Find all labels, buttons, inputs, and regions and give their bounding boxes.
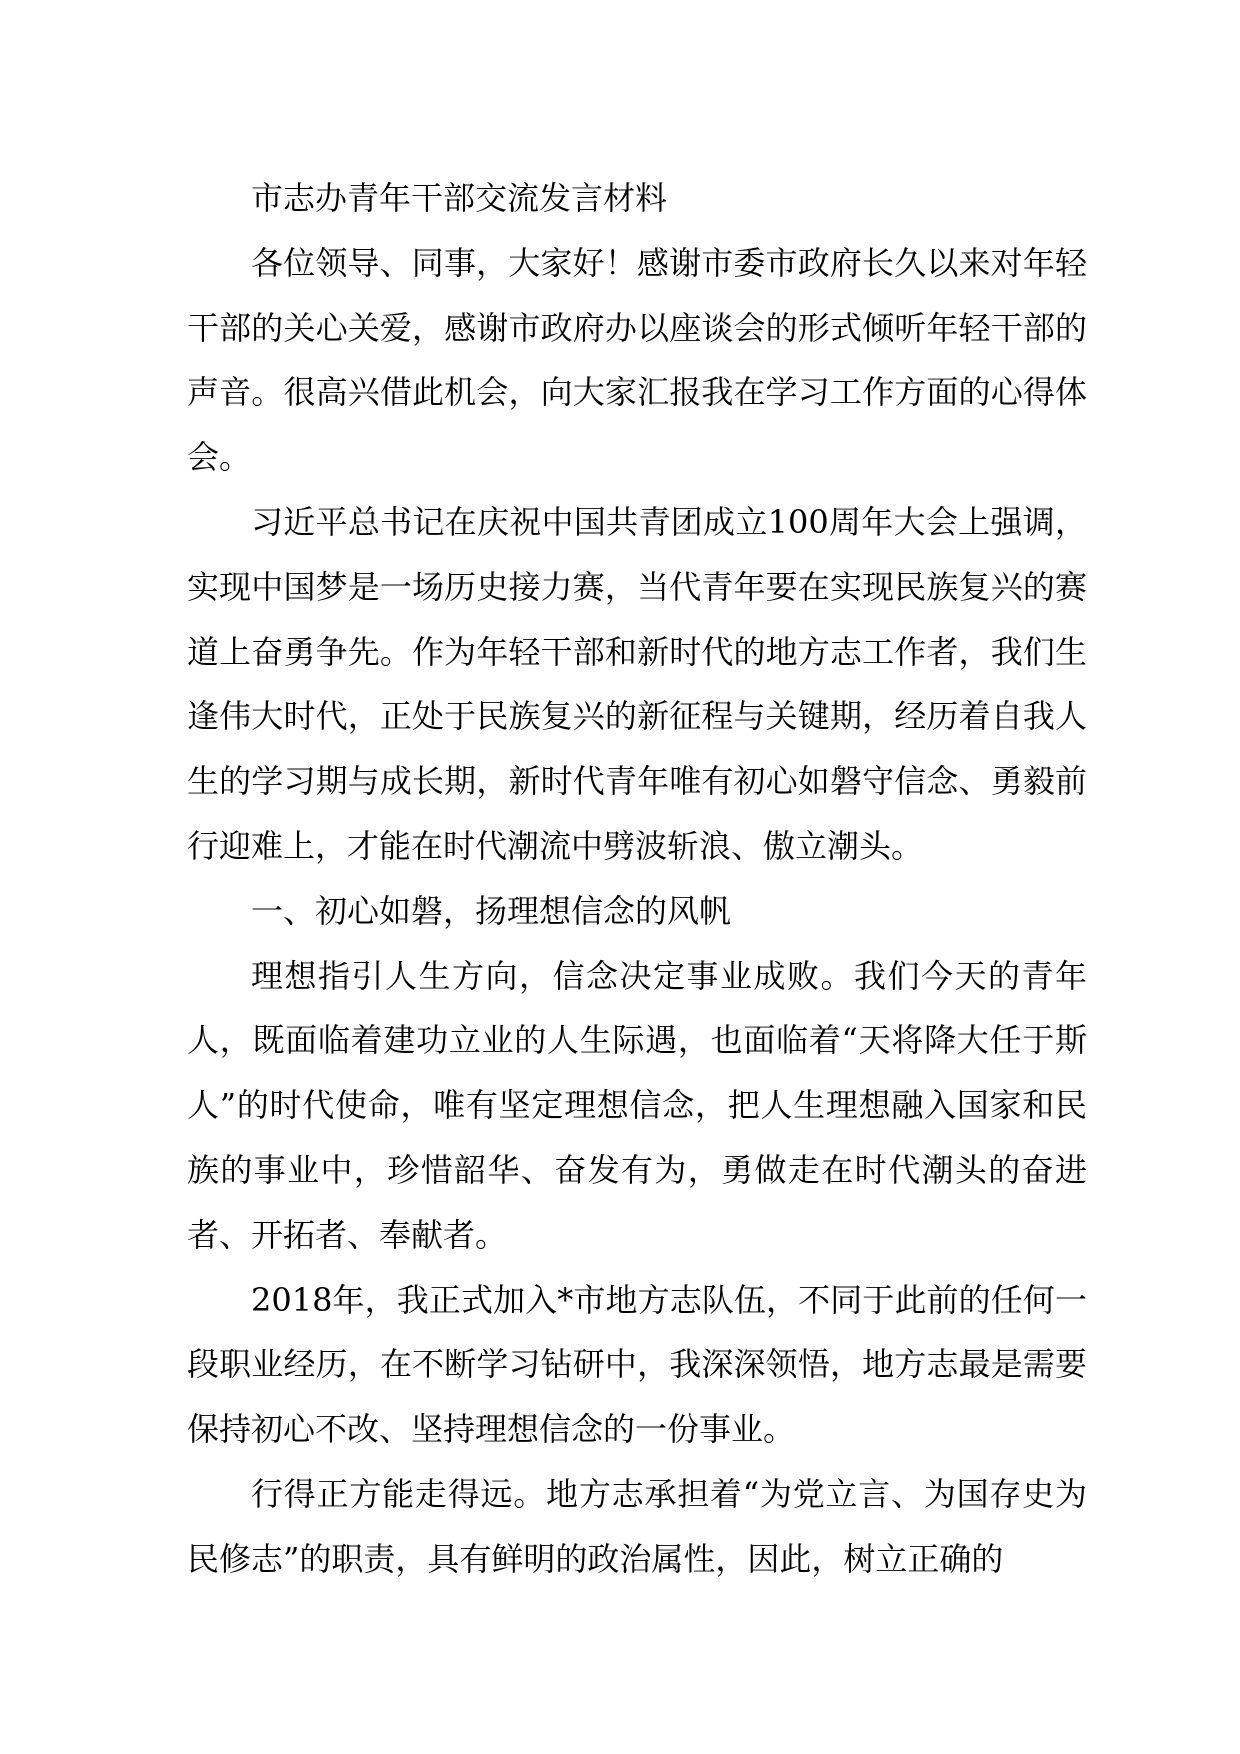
paragraph-quote: 习近平总书记在庆祝中国共青团成立100周年大会上强调，实现中国梦是一场历史接力赛，当代青年要在实现民族复兴的赛道上奋勇争先。作为年轻干部和新时代的地方志工作者，我们生逢伟大时代，正处于民族复兴的新征程与关键期，经历着自我人生的学习期与成长期，新时代青年唯有初心如磐守信念、勇毅前行迎难上，才能在时代潮流中劈波斩浪、傲立潮头。 — [187, 502, 1087, 865]
paragraph-ideals: 理想指引人生方向，信念决定事业成败。我们今天的青年人，既面临着建功立业的人生际遇，也面临着“天将降大任于斯人”的时代使命，唯有坚定理想信念，把人生理想融入国家和民族的事业中，珍惜韶华、奋发有为，勇做走在时代潮头的奋进者、开拓者、奉献者。 — [187, 956, 1087, 1254]
paragraph-2018: 2018年，我正式加入*市地方志队伍，不同于此前的任何一段职业经历，在不断学习钻研中，我深深领悟，地方志最是需要保持初心不改、坚持理想信念的一份事业。 — [187, 1280, 1087, 1449]
paragraph-conduct: 行得正方能走得远。地方志承担着“为党立言、为国存史为民修志”的职责，具有鲜明的政治属性，因此，树立正确的 — [187, 1474, 1087, 1578]
document-body — [187, 166, 1087, 1592]
section-heading-1: 一、初心如磐，扬理想信念的风帆 — [251, 891, 732, 930]
document-title: 市志办青年干部交流发言材料 — [251, 179, 668, 217]
paragraph-greeting: 各位领导、同事，大家好！感谢市委市政府长久以来对年轻干部的关心关爱，感谢市政府办以座谈会的形式倾听年轻干部的声音。很高兴借此机会，向大家汇报我在学习工作方面的心得体会。 — [187, 243, 1087, 477]
